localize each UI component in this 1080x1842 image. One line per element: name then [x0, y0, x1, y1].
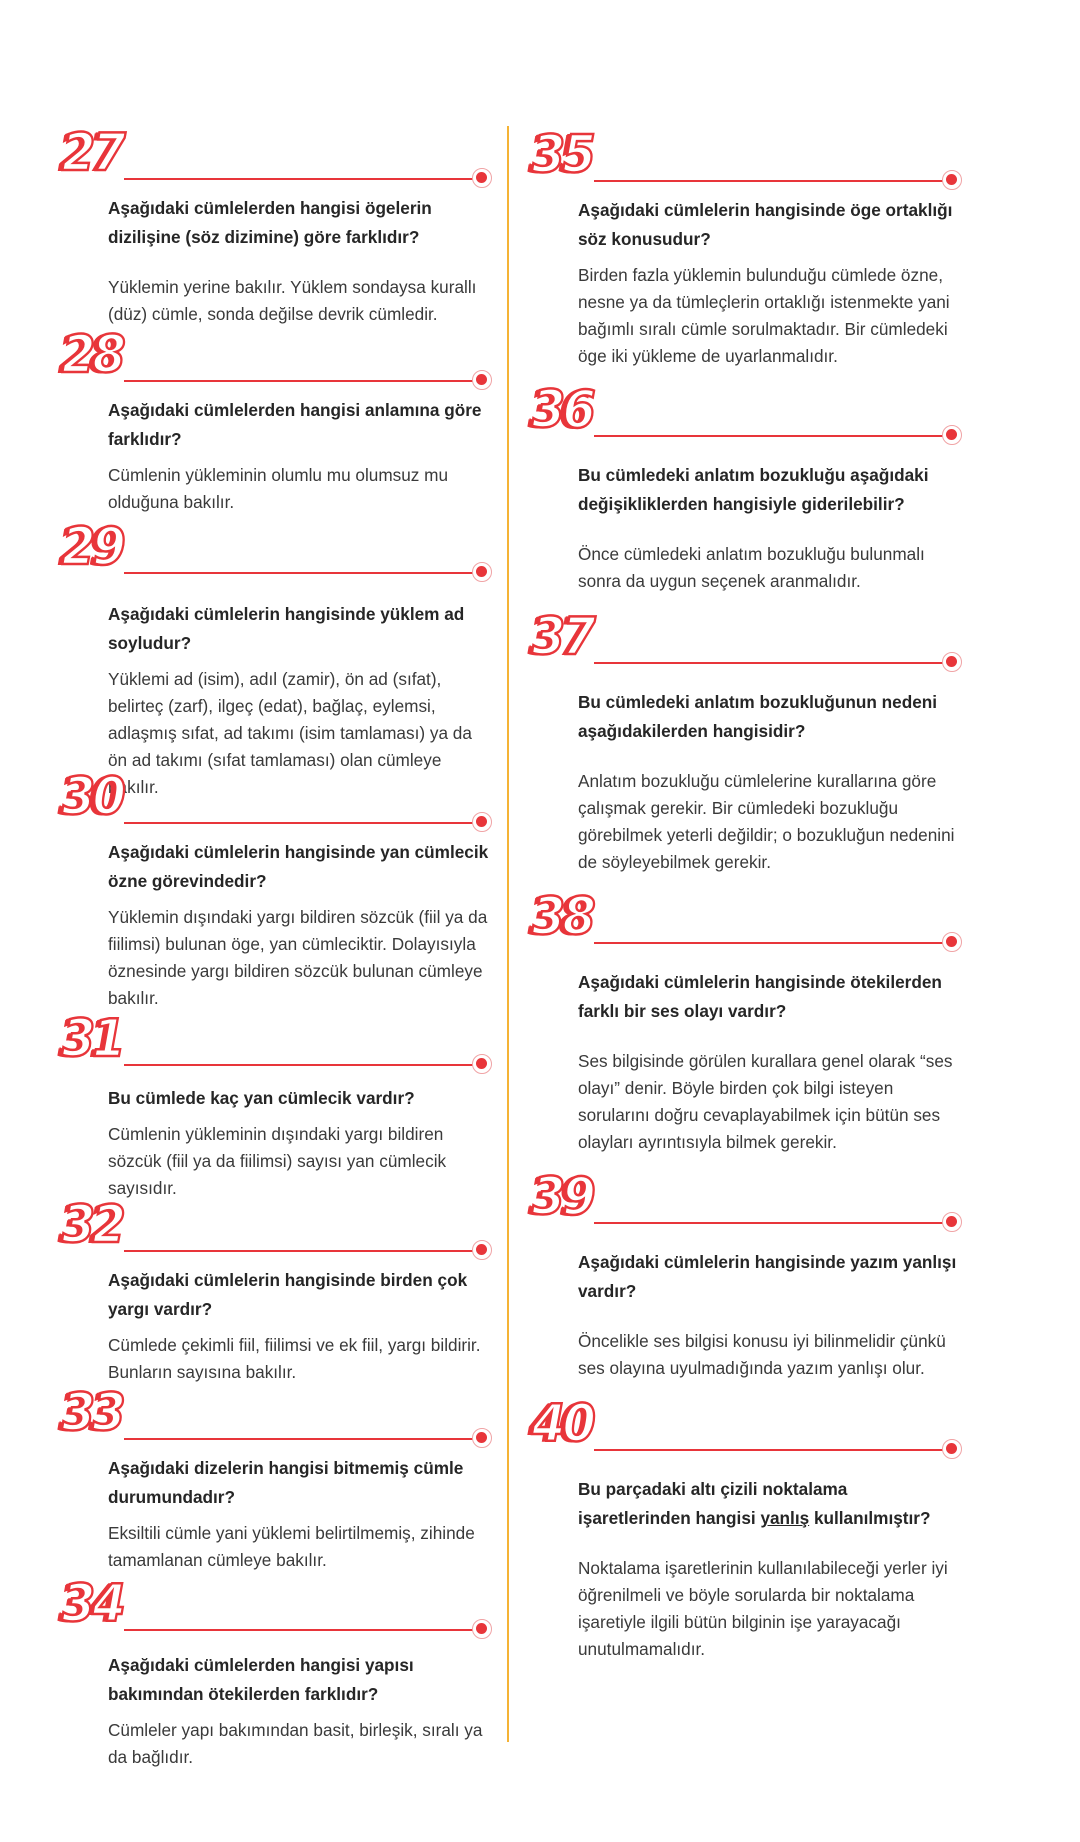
item-number: 33 [62, 1383, 124, 1443]
answer-text: Önce cümledeki anlatım bozukluğu bulunmalı sonra da uygun seçenek aranmalıdır. [578, 544, 925, 591]
header-rule [594, 942, 948, 944]
target-dot-icon [942, 1212, 962, 1232]
item-header [532, 607, 962, 670]
header-rule [124, 822, 478, 824]
item-33 [62, 1383, 492, 1574]
question-text [578, 1475, 962, 1533]
target-dot-icon [942, 652, 962, 672]
item-28 [62, 325, 492, 516]
item-34 [62, 1574, 492, 1771]
item-40 [532, 1394, 962, 1663]
question-text: Aşağıdaki cümlelerin hangisinde yüklem ad soyludur? [108, 604, 465, 653]
item-number: 40 [532, 1394, 594, 1454]
question-text: Aşağıdaki cümlelerin hangisinde birden çok yargı vardır? [108, 1270, 468, 1319]
question-text-part: kullanılmıştır? [809, 1508, 931, 1528]
item-header [532, 887, 962, 950]
item-36 [532, 380, 962, 595]
header-rule [594, 435, 948, 437]
answer-text: Öncelikle ses bilgisi konusu iyi bilinmelidir çünkü ses olayına uyulmadığında yazım yanlışı olur. [578, 1331, 946, 1378]
target-dot-icon [942, 425, 962, 445]
item-header [532, 125, 962, 188]
target-dot-icon [472, 1619, 492, 1639]
question-text: Aşağıdaki cümlelerin hangisinde yazım yanlışı vardır? [578, 1252, 957, 1301]
answer-text: Ses bilgisinde görülen kurallara genel olarak “ses olayı” denir. Böyle birden çok bilgi isteyen sorularını doğru cevaplayabilmek için bütün ses olayları ayrıntısıyla bilmek gerekir. [578, 1051, 953, 1152]
answer-text: Birden fazla yüklemin bulunduğu cümlede özne, nesne ya da tümleçlerin ortaklığı istenmekte yani bağımlı sıralı cümle sorulmaktadır. Bir cümledeki öge iki yükleme de uyarlanmalıdır. [578, 265, 950, 366]
header-rule [124, 1250, 478, 1252]
item-27 [62, 123, 492, 328]
item-header [62, 517, 492, 580]
item-header [62, 325, 492, 388]
answer-text: Anlatım bozukluğu cümlelerine kurallarına göre çalışmak gerekir. Bir cümledeki bozukluğu görebilmek yeterli değildir; o bozukluğun nedenini de söyleyebilmek gerekir. [578, 771, 955, 872]
answer-text: Cümlenin yükleminin dışındaki yargı bildiren sözcük (fiil ya da fiilimsi) sayısı yan cümlecik sayısıdır. [108, 1124, 447, 1198]
item-number: 31 [62, 1009, 124, 1069]
item-32 [62, 1195, 492, 1386]
header-rule [124, 572, 478, 574]
header-rule [594, 1222, 948, 1224]
underlined-word: yanlış [760, 1508, 810, 1528]
item-37 [532, 607, 962, 876]
target-dot-icon [942, 1439, 962, 1459]
answer-text: Yüklemin yerine bakılır. Yüklem sondaysa kurallı (düz) cümle, sonda değilse devrik cümledir. [108, 277, 477, 324]
question-text: Bu cümledeki anlatım bozukluğunun nedeni aşağıdakilerden hangisidir? [578, 692, 938, 741]
item-number: 32 [62, 1195, 124, 1255]
item-number: 36 [532, 380, 594, 440]
item-number: 35 [532, 125, 594, 185]
header-rule [594, 1449, 948, 1451]
item-number: 29 [62, 517, 124, 577]
answer-text: Yüklemin dışındaki yargı bildiren sözcük (fiil ya da fiilimsi) bulunan öge, yan cümleciktir. Dolayısıyla öznesinde yargı bildiren sözcük bulunan cümleye bakılır. [108, 907, 488, 1008]
item-35 [532, 125, 962, 370]
item-header [62, 1574, 492, 1637]
target-dot-icon [472, 370, 492, 390]
item-39 [532, 1167, 962, 1382]
header-rule [594, 180, 948, 182]
answer-text: Eksiltili cümle yani yüklemi belirtilmemiş, zihinde tamamlanan cümleye bakılır. [108, 1523, 475, 1570]
answer-text: Cümlede çekimli fiil, fiilimsi ve ek fiil, yargı bildirir. Bunların sayısına bakılır. [108, 1335, 481, 1382]
question-text: Aşağıdaki dizelerin hangisi bitmemiş cümle durumundadır? [108, 1458, 464, 1507]
item-number: 27 [62, 123, 124, 183]
target-dot-icon [472, 1428, 492, 1448]
item-30 [62, 767, 492, 1012]
item-number: 38 [532, 887, 594, 947]
header-rule [124, 1629, 478, 1631]
header-rule [124, 178, 478, 180]
item-header [62, 1009, 492, 1072]
item-header [62, 123, 492, 186]
target-dot-icon [942, 170, 962, 190]
answer-text: Noktalama işaretlerinin kullanılabileceği yerler iyi öğrenilmeli ve böyle sorularda bir noktalama işaretiyle ilgili bütün bilginin işe yarayacağı unutulmamalıdır. [578, 1558, 948, 1659]
item-header [532, 1394, 962, 1457]
target-dot-icon [472, 1054, 492, 1074]
header-rule [124, 380, 478, 382]
answer-text: Cümlenin yükleminin olumlu mu olumsuz mu olduğuna bakılır. [108, 465, 449, 512]
target-dot-icon [472, 562, 492, 582]
header-rule [124, 1064, 478, 1066]
item-number: 30 [62, 767, 124, 827]
target-dot-icon [472, 812, 492, 832]
target-dot-icon [942, 932, 962, 952]
item-number: 37 [532, 607, 594, 667]
question-text: Aşağıdaki cümlelerin hangisinde öge ortaklığı söz konusudur? [578, 200, 953, 249]
item-29 [62, 517, 492, 801]
target-dot-icon [472, 168, 492, 188]
header-rule [594, 662, 948, 664]
header-rule [124, 1438, 478, 1440]
item-header [532, 380, 962, 443]
column-divider [507, 126, 509, 1742]
question-text-part: Bu parçadaki altı çizili noktalama işaretlerinden hangisi [578, 1479, 848, 1528]
question-text: Aşağıdaki cümlelerin hangisinde ötekilerden farklı bir ses olayı vardır? [578, 972, 942, 1021]
question-text: Aşağıdaki cümlelerden hangisi ögelerin dizilişine (söz dizimine) göre farklıdır? [108, 198, 432, 247]
item-31 [62, 1009, 492, 1202]
item-number: 39 [532, 1167, 594, 1227]
item-header [62, 767, 492, 830]
question-text: Bu cümlede kaç yan cümlecik vardır? [108, 1088, 415, 1108]
item-header [62, 1195, 492, 1258]
item-number: 34 [62, 1574, 124, 1634]
target-dot-icon [472, 1240, 492, 1260]
question-text: Bu cümledeki anlatım bozukluğu aşağıdaki değişikliklerden hangisiyle giderilebilir? [578, 465, 929, 514]
item-header [62, 1383, 492, 1446]
item-header [532, 1167, 962, 1230]
question-text: Aşağıdaki cümlelerin hangisinde yan cümlecik özne görevindedir? [108, 842, 489, 891]
answer-text: Yüklemi ad (isim), adıl (zamir), ön ad (sıfat), belirteç (zarf), ilgeç (edat), bağlaç, eylemsi, adlaşmış sıfat, ad takımı (isim tamlaması) ya da ön ad takımı (sıfat tamlaması) olan cümleye bakılır. [108, 669, 472, 797]
question-text: Aşağıdaki cümlelerden hangisi anlamına göre farklıdır? [108, 400, 482, 449]
item-number: 28 [62, 325, 124, 385]
item-38 [532, 887, 962, 1156]
answer-text: Cümleler yapı bakımından basit, birleşik, sıralı ya da bağlıdır. [108, 1720, 483, 1767]
question-text: Aşağıdaki cümlelerden hangisi yapısı bakımından ötekilerden farklıdır? [108, 1655, 414, 1704]
